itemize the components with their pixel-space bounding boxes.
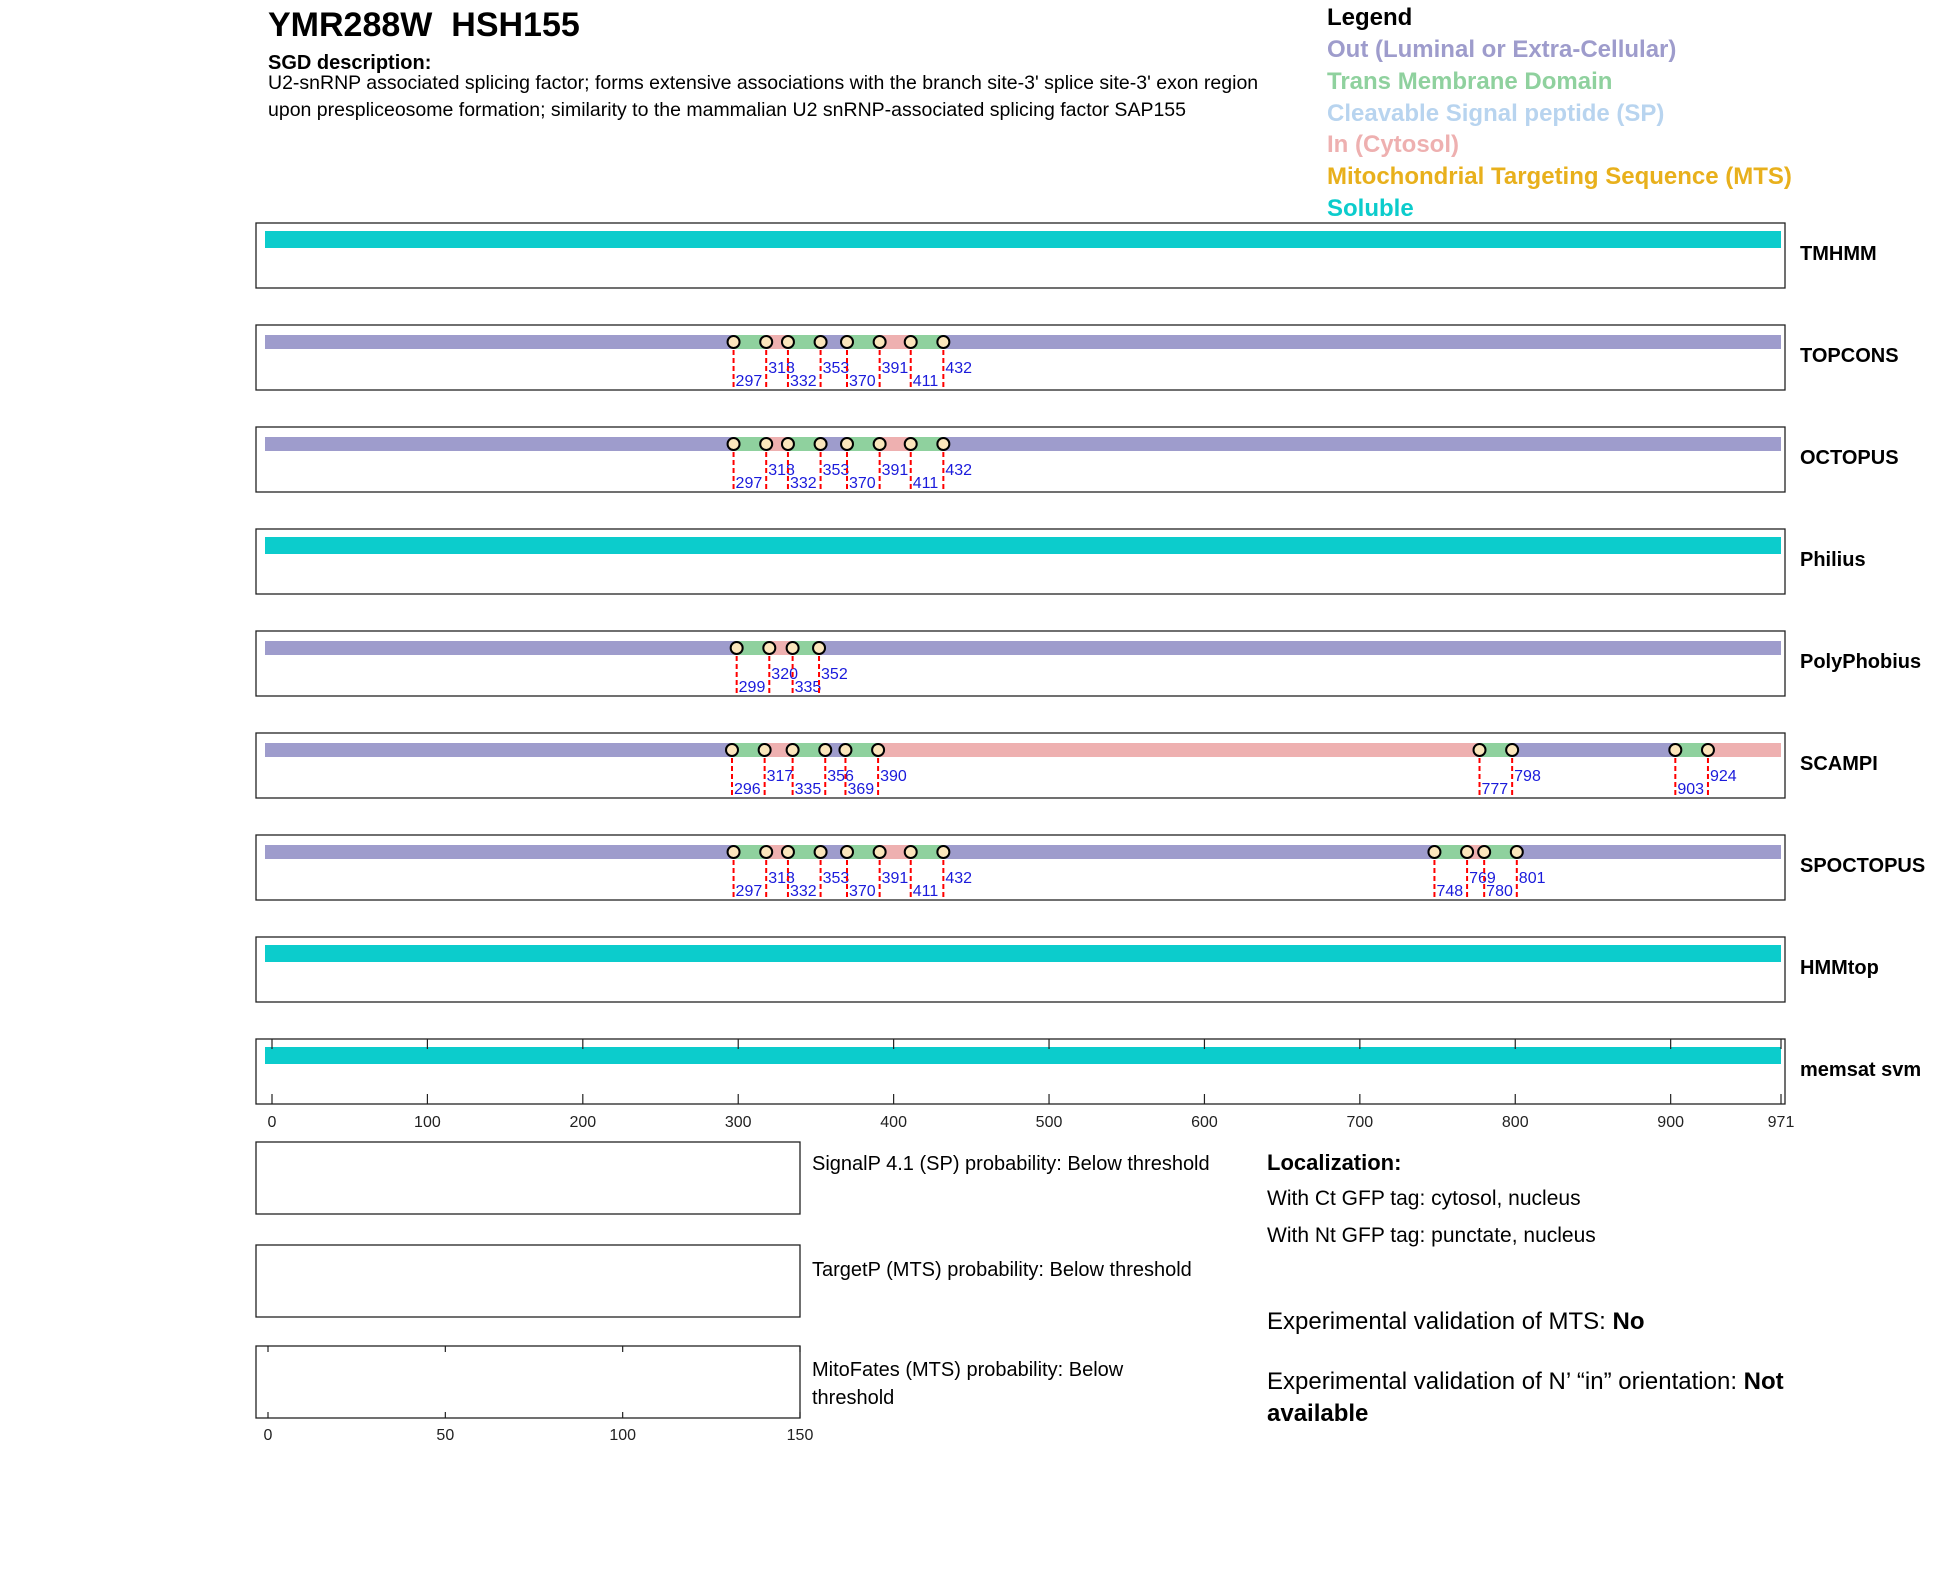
boundary-marker bbox=[937, 336, 949, 348]
boundary-label: 411 bbox=[912, 475, 939, 492]
probability-panel bbox=[256, 1346, 800, 1418]
predictor-label: TMHMM bbox=[1800, 243, 1877, 265]
predictor-label: memsat svm bbox=[1800, 1059, 1922, 1081]
boundary-marker bbox=[1428, 846, 1440, 858]
axis-tick-label: 200 bbox=[569, 1114, 597, 1131]
predictor-panel bbox=[256, 427, 1785, 492]
predictor-philius bbox=[256, 529, 1785, 594]
boundary-label: 353 bbox=[822, 462, 850, 479]
boundary-label: 318 bbox=[768, 360, 795, 377]
predictor-label: PolyPhobius bbox=[1800, 651, 1922, 673]
predictor-memsat-svm bbox=[256, 1039, 1785, 1104]
predictor-panel bbox=[256, 631, 1785, 696]
boundary-label: 318 bbox=[768, 462, 795, 479]
prob-axis-tick-label: 150 bbox=[786, 1427, 814, 1444]
boundary-marker bbox=[815, 438, 827, 450]
legend-item-mts: Mitochondrial Targeting Sequence (MTS) bbox=[1327, 163, 1792, 190]
out-segment bbox=[1512, 743, 1675, 757]
soluble-segment bbox=[265, 945, 1781, 962]
boundary-label: 432 bbox=[945, 870, 973, 887]
boundary-label: 748 bbox=[1436, 883, 1464, 900]
boundary-label: 924 bbox=[1709, 768, 1737, 785]
boundary-marker bbox=[726, 744, 738, 756]
boundary-label: 297 bbox=[735, 475, 763, 492]
boundary-label: 370 bbox=[849, 373, 876, 390]
predictor-label: SCAMPI bbox=[1800, 753, 1878, 775]
page-title: YMR288W HSH155 bbox=[268, 6, 580, 44]
boundary-label: 335 bbox=[794, 679, 822, 696]
predictor-label: TOPCONS bbox=[1800, 345, 1899, 367]
experimental-mts-value: No bbox=[1612, 1308, 1645, 1335]
predictor-polyphobius bbox=[256, 631, 1785, 696]
boundary-label: 297 bbox=[735, 883, 763, 900]
mitofates-label: MitoFates (MTS) probability: Below threshold bbox=[812, 1359, 1124, 1409]
predictor-panel bbox=[256, 325, 1785, 390]
boundary-marker bbox=[815, 846, 827, 858]
predictor-octopus bbox=[256, 427, 1785, 492]
boundary-marker bbox=[728, 438, 740, 450]
soluble-segment bbox=[265, 1047, 1781, 1064]
boundary-label: 903 bbox=[1677, 781, 1705, 798]
boundary-label: 370 bbox=[849, 475, 876, 492]
boundary-marker bbox=[841, 336, 853, 348]
localization-ct: With Ct GFP tag: cytosol, nucleus bbox=[1267, 1187, 1581, 1210]
boundary-label: 411 bbox=[912, 373, 939, 390]
boundary-label: 318 bbox=[768, 870, 795, 887]
boundary-label: 320 bbox=[771, 666, 799, 683]
boundary-marker bbox=[760, 438, 772, 450]
boundary-marker bbox=[905, 336, 917, 348]
boundary-label: 370 bbox=[849, 883, 876, 900]
boundary-marker bbox=[874, 336, 886, 348]
predictor-hmmtop bbox=[256, 937, 1785, 1002]
boundary-marker bbox=[1511, 846, 1523, 858]
axis-tick-label: 400 bbox=[880, 1114, 907, 1131]
axis-tick-label: 800 bbox=[1501, 1114, 1529, 1131]
boundary-marker bbox=[728, 336, 740, 348]
boundary-marker bbox=[874, 438, 886, 450]
boundary-label: 411 bbox=[912, 883, 939, 900]
prob-axis-tick-label: 0 bbox=[263, 1427, 273, 1444]
experimental-mts-prefix: Experimental validation of MTS: bbox=[1267, 1308, 1613, 1335]
boundary-label: 332 bbox=[789, 475, 817, 492]
boundary-label: 391 bbox=[881, 360, 909, 377]
out-segment bbox=[943, 845, 1434, 859]
boundary-label: 352 bbox=[821, 666, 848, 683]
boundary-marker bbox=[819, 744, 831, 756]
boundary-marker bbox=[841, 438, 853, 450]
boundary-label: 332 bbox=[789, 373, 817, 390]
predictor-scampi bbox=[256, 733, 1785, 798]
predictor-label: SPOCTOPUS bbox=[1800, 855, 1926, 877]
boundary-marker bbox=[1506, 744, 1518, 756]
boundary-marker bbox=[839, 744, 851, 756]
axis-tick-label: 100 bbox=[414, 1114, 441, 1131]
in-segment bbox=[878, 743, 1479, 757]
axis-tick-label: 900 bbox=[1657, 1114, 1685, 1131]
out-segment bbox=[943, 335, 1781, 349]
legend-item-soluble: Soluble bbox=[1327, 195, 1414, 222]
boundary-label: 332 bbox=[789, 883, 817, 900]
prob-axis-tick-label: 50 bbox=[436, 1427, 455, 1444]
out-segment bbox=[265, 743, 732, 757]
experimental-orientation-prefix: Experimental validation of N’ “in” orientation: bbox=[1267, 1368, 1744, 1395]
boundary-label: 353 bbox=[822, 360, 850, 377]
probability-panel bbox=[256, 1142, 800, 1214]
boundary-marker bbox=[760, 336, 772, 348]
boundary-marker bbox=[1478, 846, 1490, 858]
predictor-label: Philius bbox=[1800, 549, 1866, 571]
boundary-marker bbox=[782, 336, 794, 348]
boundary-label: 432 bbox=[945, 462, 973, 479]
boundary-marker bbox=[728, 846, 740, 858]
boundary-label: 335 bbox=[794, 781, 822, 798]
out-segment bbox=[943, 437, 1781, 451]
boundary-marker bbox=[731, 642, 743, 654]
boundary-marker bbox=[787, 744, 799, 756]
boundary-marker bbox=[760, 846, 772, 858]
boundary-marker bbox=[1702, 744, 1714, 756]
legend-title: Legend bbox=[1327, 4, 1413, 31]
out-segment bbox=[819, 641, 1781, 655]
axis-tick-label: 500 bbox=[1035, 1114, 1063, 1131]
predictor-panel bbox=[256, 835, 1785, 900]
boundary-marker bbox=[937, 846, 949, 858]
axis-tick-label: 600 bbox=[1191, 1114, 1218, 1131]
prob-axis-tick-label: 100 bbox=[609, 1427, 637, 1444]
axis-tick-label: 971 bbox=[1767, 1114, 1795, 1131]
legend-item-out: Out (Luminal or Extra-Cellular) bbox=[1327, 36, 1677, 63]
boundary-label: 353 bbox=[822, 870, 850, 887]
predictor-spoctopus bbox=[256, 835, 1785, 900]
boundary-marker bbox=[815, 336, 827, 348]
out-segment bbox=[1517, 845, 1781, 859]
boundary-marker bbox=[1669, 744, 1681, 756]
localization-heading: Localization: bbox=[1267, 1150, 1402, 1175]
boundary-marker bbox=[937, 438, 949, 450]
boundary-label: 391 bbox=[881, 870, 909, 887]
boundary-label: 777 bbox=[1481, 781, 1509, 798]
experimental-orientation-value: Not available bbox=[1267, 1368, 1784, 1427]
soluble-segment bbox=[265, 231, 1781, 248]
soluble-segment bbox=[265, 537, 1781, 554]
boundary-marker bbox=[763, 642, 775, 654]
experimental-orientation bbox=[1267, 1366, 1887, 1430]
boundary-label: 317 bbox=[766, 768, 794, 785]
boundary-marker bbox=[782, 846, 794, 858]
boundary-label: 432 bbox=[945, 360, 973, 377]
boundary-label: 780 bbox=[1486, 883, 1513, 900]
description-text: U2-snRNP associated splicing factor; forms extensive associations with the branch site-3' splice site-3' exon region upon prespliceosome formation; similarity to the mammalian U2 snRNP-associated splicing factor SAP155 bbox=[268, 72, 1259, 121]
boundary-marker bbox=[759, 744, 771, 756]
boundary-marker bbox=[872, 744, 884, 756]
boundary-label: 801 bbox=[1518, 870, 1546, 887]
targetp-label: TargetP (MTS) probability: Below threshold bbox=[812, 1259, 1192, 1281]
experimental-mts bbox=[1267, 1306, 1887, 1338]
predictor-panel bbox=[256, 733, 1785, 798]
boundary-label: 296 bbox=[734, 781, 761, 798]
boundary-marker bbox=[813, 642, 825, 654]
boundary-label: 369 bbox=[847, 781, 875, 798]
predictor-label: HMMtop bbox=[1800, 957, 1879, 979]
predictor-label: OCTOPUS bbox=[1800, 447, 1899, 469]
localization-nt: With Nt GFP tag: punctate, nucleus bbox=[1267, 1224, 1596, 1247]
legend-item-sp: Cleavable Signal peptide (SP) bbox=[1327, 100, 1665, 127]
axis-tick-label: 300 bbox=[724, 1114, 752, 1131]
boundary-label: 391 bbox=[881, 462, 909, 479]
boundary-marker bbox=[905, 846, 917, 858]
out-segment bbox=[265, 641, 737, 655]
boundary-label: 769 bbox=[1469, 870, 1496, 887]
boundary-marker bbox=[874, 846, 886, 858]
boundary-marker bbox=[1474, 744, 1486, 756]
boundary-marker bbox=[905, 438, 917, 450]
predictor-topcons bbox=[256, 325, 1785, 390]
out-segment bbox=[265, 845, 734, 859]
signalp-label: SignalP 4.1 (SP) probability: Below threshold bbox=[812, 1153, 1210, 1175]
out-segment bbox=[265, 335, 734, 349]
boundary-label: 297 bbox=[735, 373, 763, 390]
boundary-marker bbox=[1461, 846, 1473, 858]
out-segment bbox=[265, 437, 734, 451]
description-heading: SGD description: bbox=[268, 52, 432, 74]
boundary-label: 798 bbox=[1514, 768, 1541, 785]
boundary-label: 356 bbox=[827, 768, 854, 785]
predictor-tmhmm bbox=[256, 223, 1785, 288]
axis-tick-label: 700 bbox=[1346, 1114, 1374, 1131]
boundary-marker bbox=[841, 846, 853, 858]
axis-tick-label: 0 bbox=[267, 1114, 277, 1131]
in-segment bbox=[1708, 743, 1781, 757]
boundary-marker bbox=[782, 438, 794, 450]
boundary-label: 390 bbox=[880, 768, 907, 785]
legend-item-tm: Trans Membrane Domain bbox=[1327, 68, 1613, 95]
probability-panel bbox=[256, 1245, 800, 1317]
boundary-label: 299 bbox=[738, 679, 766, 696]
legend-item-in: In (Cytosol) bbox=[1327, 131, 1459, 158]
boundary-marker bbox=[787, 642, 799, 654]
